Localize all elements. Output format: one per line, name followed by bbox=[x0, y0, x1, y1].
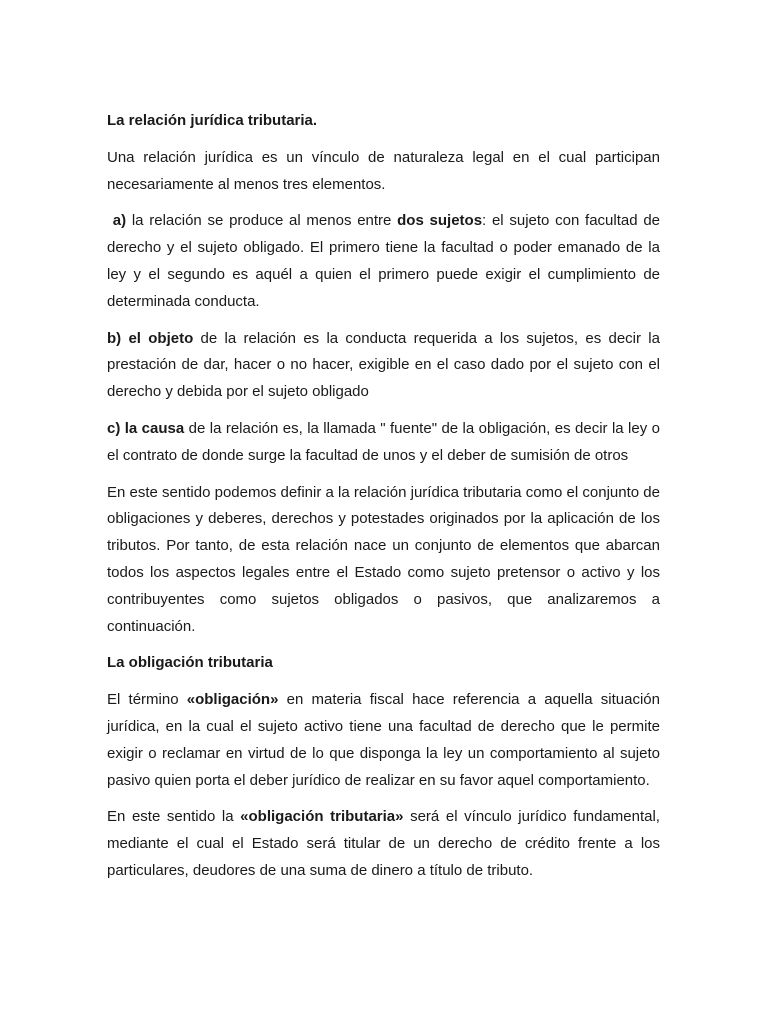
item-b-text: de la relación es la conducta requerida a los sujetos, es decir la prestación de dar, hacer o no hacer, exigible en el caso dado por el sujeto con el derecho y debida por el sujeto obligado bbox=[107, 329, 660, 401]
paragraph-obligacion-tributaria bbox=[107, 804, 660, 884]
list-item-c bbox=[107, 416, 660, 470]
paragraph-obligacion-term bbox=[107, 687, 660, 794]
p4-after: será el vínculo jurídico fundamental, mediante el cual el Estado será titular de un derecho de crédito frente a los particulares, deudores de una suma de dinero a título de tributo. bbox=[107, 808, 660, 879]
item-b-label: b) el objeto bbox=[107, 329, 194, 347]
list-item-a bbox=[107, 208, 660, 315]
paragraph-intro: Una relación jurídica es un vínculo de naturaleza legal en el cual participan necesariamente al menos tres elementos. bbox=[107, 148, 660, 193]
p4-before: En este sentido la bbox=[107, 808, 241, 826]
item-a-text-before: la relación se produce al menos entre bbox=[126, 212, 398, 230]
paragraph-definition: En este sentido podemos definir a la relación jurídica tributaria como el conjunto de obligaciones y deberes, derechos y potestades originados por la aplicación de los tributos. Por tanto, de esta relación nace un conjunto de elementos que abarcan todos los aspectos legales entre el Estado como sujeto pretensor o activo y los contribuyentes como sujetos obligados o pasivos, que analizaremos a continuación. bbox=[107, 483, 660, 635]
item-a-text-after: : el sujeto con facultad de derecho y el sujeto obligado. El primero tiene la facultad o poder emanado de la ley y el segundo es aquél a quien el primero puede exigir el cumplimiento de determinada conducta. bbox=[107, 212, 660, 310]
p4-bold-term: «obligación tributaria» bbox=[240, 808, 404, 826]
p3-bold-term: «obligación» bbox=[186, 691, 279, 709]
item-a-bold-term: dos sujetos bbox=[397, 212, 483, 230]
item-c-label: c) la causa bbox=[107, 419, 185, 437]
document-page bbox=[107, 108, 660, 895]
item-c-text: de la relación es, la llamada " fuente" de la obligación, es decir la ley o el contrato de donde surge la facultad de unos y el deber de sumisión de otros bbox=[107, 419, 660, 464]
section-heading-obligacion: La obligación tributaria bbox=[107, 654, 273, 672]
p3-after: en materia fiscal hace referencia a aquella situación jurídica, en la cual el sujeto activo tiene una facultad de derecho que le permite exigir o reclamar en virtud de lo que disponga la ley un comportamiento al sujeto pasivo quien porta el deber jurídico de realizar en su favor aquel comportamiento. bbox=[107, 691, 660, 789]
section-heading-relacion: La relación jurídica tributaria. bbox=[107, 112, 318, 129]
p3-before: El término bbox=[107, 691, 187, 709]
list-item-b bbox=[107, 326, 660, 406]
item-a-label: a) bbox=[112, 212, 127, 230]
